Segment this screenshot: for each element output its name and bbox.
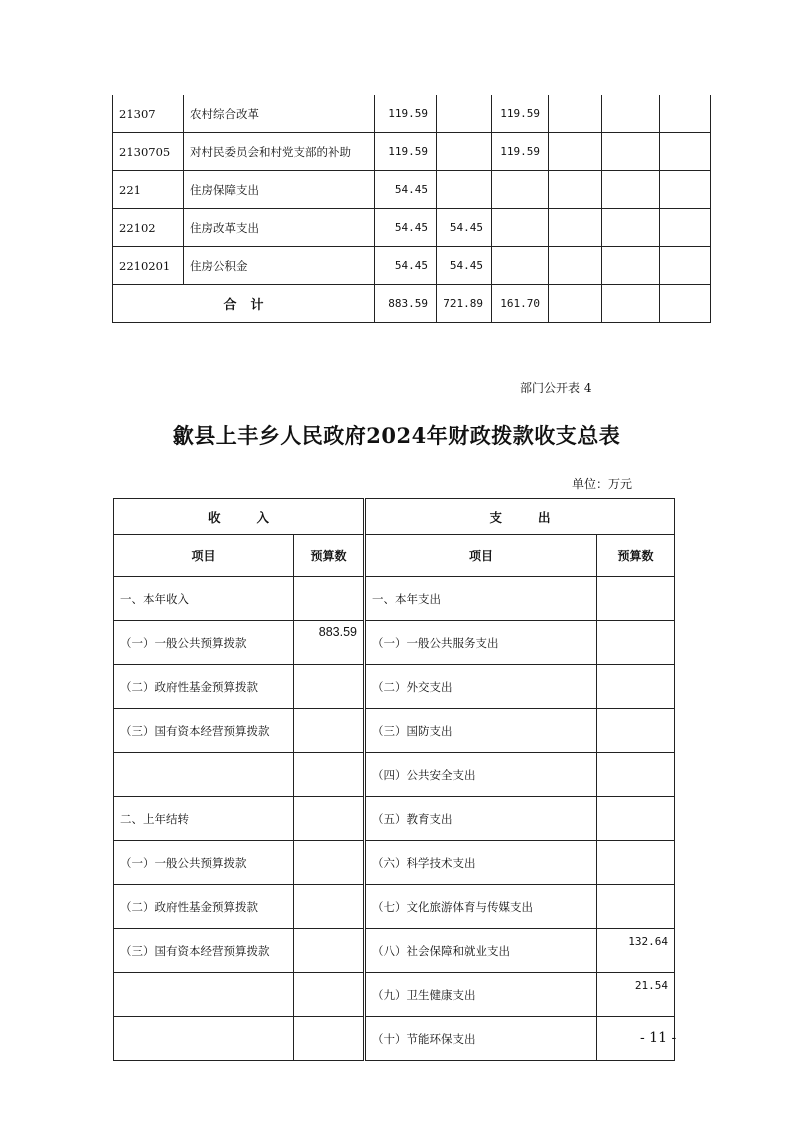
- expense-item: （五）教育支出: [365, 797, 597, 841]
- table-row: [114, 797, 675, 841]
- basic-amount: [437, 95, 492, 133]
- total-amount: 54.45: [375, 171, 437, 209]
- income-item: （一）一般公共预算拨款: [114, 621, 294, 665]
- expense-header: 支出: [365, 499, 675, 535]
- table-row: [114, 621, 675, 665]
- table-row: [113, 209, 711, 247]
- table-tag: 部门公开表 4: [520, 381, 592, 395]
- income-amount: [294, 841, 365, 885]
- basic-amount: 721.89: [437, 285, 492, 323]
- table-row: [114, 973, 675, 1017]
- project-amount: [492, 247, 549, 285]
- income-amount: 883.59: [294, 621, 365, 665]
- subject-code: 2210201: [113, 247, 184, 285]
- expense-item: （七）文化旅游体育与传媒支出: [365, 885, 597, 929]
- empty-cell: [602, 133, 660, 171]
- total-amount: 54.45: [375, 247, 437, 285]
- income-amount: [294, 885, 365, 929]
- subject-code: 21307: [113, 95, 184, 133]
- income-amount: [294, 929, 365, 973]
- table-row: [114, 577, 675, 621]
- income-item: （一）一般公共预算拨款: [114, 841, 294, 885]
- total-amount: 883.59: [375, 285, 437, 323]
- income-item: （三）国有资本经营预算拨款: [114, 709, 294, 753]
- empty-cell: [602, 247, 660, 285]
- fiscal-summary-table: [113, 498, 675, 1061]
- total-amount: 119.59: [375, 133, 437, 171]
- empty-cell: [660, 95, 711, 133]
- expense-amount: 21.54: [597, 973, 675, 1017]
- subject-name: 对村民委员会和村党支部的补助: [184, 133, 375, 171]
- section-header-row: [114, 499, 675, 535]
- expense-item: （四）公共安全支出: [365, 753, 597, 797]
- empty-cell: [602, 285, 660, 323]
- expense-amount: [597, 709, 675, 753]
- empty-cell: [549, 133, 602, 171]
- table-row: [113, 95, 711, 133]
- page-number: - 11 -: [640, 1030, 677, 1046]
- empty-cell: [660, 285, 711, 323]
- subject-name: 住房改革支出: [184, 209, 375, 247]
- table-row: [114, 753, 675, 797]
- table-row: [113, 171, 711, 209]
- expense-item: （九）卫生健康支出: [365, 973, 597, 1017]
- empty-cell: [549, 247, 602, 285]
- table-row: [114, 885, 675, 929]
- table-row: [114, 709, 675, 753]
- income-item-header: 项目: [114, 535, 294, 577]
- income-amount: [294, 709, 365, 753]
- empty-cell: [549, 95, 602, 133]
- income-amount: [294, 797, 365, 841]
- income-item: [114, 753, 294, 797]
- empty-cell: [549, 285, 602, 323]
- table-row: [114, 841, 675, 885]
- subject-name: 农村综合改革: [184, 95, 375, 133]
- project-amount: 161.70: [492, 285, 549, 323]
- empty-cell: [660, 247, 711, 285]
- total-row: [113, 285, 711, 323]
- subject-code: 22102: [113, 209, 184, 247]
- empty-cell: [660, 171, 711, 209]
- income-item: [114, 973, 294, 1017]
- page-title: 歙县上丰乡人民政府2024年财政拨款收支总表: [172, 423, 621, 448]
- table-row: [114, 665, 675, 709]
- expense-item: （八）社会保障和就业支出: [365, 929, 597, 973]
- basic-amount: [437, 171, 492, 209]
- income-header: 收入: [114, 499, 365, 535]
- total-label: 合计: [113, 285, 375, 323]
- expense-budget-header: 预算数: [597, 535, 675, 577]
- expense-amount: [597, 841, 675, 885]
- expense-amount: [597, 797, 675, 841]
- table-row: [114, 1017, 675, 1061]
- expense-item: （十）节能环保支出: [365, 1017, 597, 1061]
- income-item: 二、上年结转: [114, 797, 294, 841]
- expense-amount: [597, 665, 675, 709]
- expense-item: （一）一般公共服务支出: [365, 621, 597, 665]
- table-row: [113, 133, 711, 171]
- total-amount: 54.45: [375, 209, 437, 247]
- project-amount: 119.59: [492, 133, 549, 171]
- subject-code: 221: [113, 171, 184, 209]
- unit-label: 单位：万元: [572, 477, 633, 491]
- project-amount: [492, 209, 549, 247]
- subject-name: 住房公积金: [184, 247, 375, 285]
- total-amount: 119.59: [375, 95, 437, 133]
- income-amount: [294, 577, 365, 621]
- table-row: [113, 247, 711, 285]
- subject-name: 住房保障支出: [184, 171, 375, 209]
- table-row: [114, 929, 675, 973]
- empty-cell: [602, 95, 660, 133]
- basic-amount: 54.45: [437, 209, 492, 247]
- expense-amount: [597, 753, 675, 797]
- income-item: （二）政府性基金预算拨款: [114, 885, 294, 929]
- empty-cell: [602, 209, 660, 247]
- expense-item: 一、本年支出: [365, 577, 597, 621]
- income-item: （三）国有资本经营预算拨款: [114, 929, 294, 973]
- subject-code: 2130705: [113, 133, 184, 171]
- empty-cell: [660, 209, 711, 247]
- income-amount: [294, 973, 365, 1017]
- income-item: [114, 1017, 294, 1061]
- income-amount: [294, 1017, 365, 1061]
- basic-amount: 54.45: [437, 247, 492, 285]
- column-header-row: [114, 535, 675, 577]
- income-item: （二）政府性基金预算拨款: [114, 665, 294, 709]
- expense-item: （六）科学技术支出: [365, 841, 597, 885]
- expense-item: （二）外交支出: [365, 665, 597, 709]
- empty-cell: [660, 133, 711, 171]
- empty-cell: [602, 171, 660, 209]
- project-amount: [492, 171, 549, 209]
- expense-item: （三）国防支出: [365, 709, 597, 753]
- empty-cell: [549, 171, 602, 209]
- expense-amount: [597, 577, 675, 621]
- income-item: 一、本年收入: [114, 577, 294, 621]
- expense-amount: 132.64: [597, 929, 675, 973]
- expenditure-continuation-table: [112, 95, 711, 323]
- income-amount: [294, 753, 365, 797]
- income-budget-header: 预算数: [294, 535, 365, 577]
- expense-amount: [597, 885, 675, 929]
- expense-amount: [597, 621, 675, 665]
- empty-cell: [549, 209, 602, 247]
- basic-amount: [437, 133, 492, 171]
- project-amount: 119.59: [492, 95, 549, 133]
- income-amount: [294, 665, 365, 709]
- expense-item-header: 项目: [365, 535, 597, 577]
